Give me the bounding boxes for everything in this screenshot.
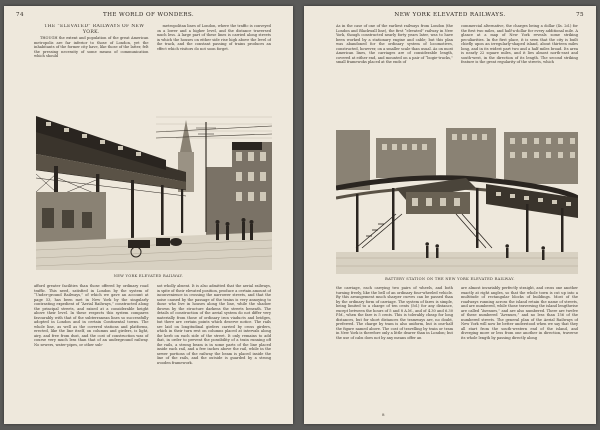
engraving-battery-station [336,118,578,274]
paragraph: As in the case of one of the earliest railways from London (the London and Blackwall line), the first “elevated” railway in New York, though constructed nearly forty years later, was to have been worked by a stationary engine and cable; but this plan was abandoned for the ordinary system of locomotives, constructed, however, on a smaller scale than usual. As on most American lines, the carriages are of considerable length, covered at either end, and mounted on a pair of “bogie-trucks,” small framewoks placed at the ends of [336,24,453,64]
column-left [336,24,453,116]
column-right [157,24,272,112]
column-left [336,286,453,410]
paragraph: the carriage, each carrying two pairs of wheels, and both turning freely, like the bell of an ordinary four-wheeled vehicle. By this arrangement much sharper curves can be passed than by the ordinary form of carriage. The system of fares is simple, being limited to a charge of ten cents (5d.) for any distance, except between the hours of 5 and 8 A.M., and of 4.30 and 6.30 P.M., when the fare is 5 cents. This is tolerably cheap for long distances, but for short distances the tramways are, no doubt, preferred. The charge by tram is also uniform, but is one-half the figure named above. The cost of travelling by train or tram in New York is therefore only a little dearer than in London; but the use of cabs does not by any means offer an [336,286,453,340]
page-number: 74 [16,12,24,18]
running-title: THE WORLD OF WONDERS. [102,12,195,18]
column-right [157,284,272,416]
article-title: THE “ELEVATED” RAILWAYS OF NEW YORK. [44,24,145,35]
column-left [34,284,149,416]
paragraph: THOUGH the extent and population of the great American metropolis are far inferior to those of London, yet the inhabitants of the former city have, like those of the latter, felt the pressing necessity of some means of communication which should [34,36,149,58]
paragraph: not wholly absent. It is also admitted that the aerial railways, in spite of their elevated position, produce a certain amount of inconvenience in crossing the narrower streets, and that the noise caused by the passage of the trains is very annoying to those who live in houses along the line, while the shadow thrown by the structure darkens the streets beneath. The details of construction of the aerial system do not differ very materially from those of ordinary iron viaducts and bridges, but there are certain points which deserve notice. The rails are laid on longitudinal girders carried by cross girders, which in their turn rest on columns placed at intervals along the kerb on each side of the street. It only remains to add that, in order to prevent the possibility of a train running off the rails, a strong beam is in some parts of the line placed inside each rail, and a few inches above the rail, while in the newer portions of the railway the beam is placed inside the line of the rails, and the outside is guarded by a strong wooden framework. [156,284,271,365]
paragraph: metropolitan lines of London, where the traffic is conveyed on a lower and a higher level, and the distance traversed much less. A large part of these lines is carried along streets in which the houses on either side rise high above the level of the track, and the constant passing of trains produces an effect which visitors do not soon forget. [156,24,271,51]
paragraph: are almost invariably perfectly straight, and cross one another exactly at right angles, so that the whole town is cut up into a multitude of rectangular blocks of buildings. Most of the roadways running across the island retain the name of streets, and are numbered, while those traversing the island lengthwise are called “Avenues,” and are also numbered. There are twelve of these numbered “Avenues,” and no less than 156 of the numbered streets. The general plan of the Aerial Railways of New York will now be better understood when we say that they all start from the south-western end of the island, and diverging more or less from one another in direction, traverse its whole length by passing directly along [461,286,578,340]
plate-caption: BATTERY STATION ON THE NEW YORK ELEVATED RAILWAY. [385,277,515,281]
text-columns-top [336,24,578,116]
running-title: NEW YORK ELEVATED RAILWAYS. [394,12,506,18]
text-columns-top [34,24,271,112]
engraving-elevated-railway [36,112,272,270]
printer-signature: 8 [382,412,385,417]
text-columns-bottom [34,284,271,416]
column-right [461,286,578,410]
paragraph: commercial alternative, the charges being a dollar (4s. 2d.) for the first two miles, and half-a-dollar for every additional mile. A glance at a map of New York reveals some striking peculiarities. In the first place, it is seen that the city is built chiefly upon an irregularly-shaped island, about thirteen miles long, and in its widest part two and a half miles broad. Its area is nearly 22 square miles, and it lies almost north-east and south-west, in the direction of its length. The second striking feature is the great regularity of the streets, which [461,24,578,64]
running-head [4,12,293,22]
text-columns-bottom [336,286,578,410]
right-page [304,6,596,424]
running-head [304,12,596,22]
column-left [34,24,149,112]
plate-caption: NEW YORK ELEVATED RAILWAY. [113,274,184,278]
left-page [4,6,293,424]
column-right [461,24,578,116]
paragraph: afford greater facilities than those offered by ordinary road traffic. This need, satisfied in London by the system of “Under-ground Railways,” of which we gave an account at page 53, has been met in New York by the singularly contrasting expedient of “Aerial Railways,” constructed along the principal streets, and raised at a considerable height above their level. In these respects this system compares favourably with that of the subterranean lines so successfully adopted in London and in certain Continental towns. The whole line, as well as the covered stations and platforms, erected, like the line itself, on columns and girders, is light, airy, and free from dust, and the cost of construction was of course very much less than that of an underground railway. No sewers, water-pipes, or other sub- [34,284,149,347]
page-number: 75 [576,12,584,18]
